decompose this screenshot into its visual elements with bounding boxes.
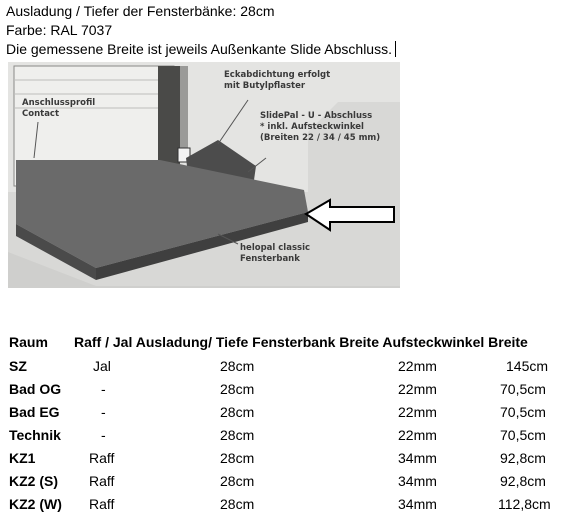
cell-clip: 34mm (398, 450, 437, 466)
cell-raff: Jal (93, 358, 111, 374)
label-helopal: helopal classic (240, 243, 311, 253)
intro-line-color: Farbe: RAL 7037 (6, 22, 113, 38)
label-anschluss: Anschlussprofil (22, 98, 96, 108)
intro-line-depth: Ausladung / Tiefer der Fensterbänke: 28cm (6, 3, 275, 19)
cell-raff: - (101, 381, 106, 397)
cell-clip: 22mm (398, 381, 437, 397)
intro-text (6, 2, 396, 59)
cell-width: 92,8cm (500, 450, 546, 466)
cell-depth: 28cm (220, 473, 255, 489)
table-row (0, 427, 566, 449)
cell-depth: 28cm (220, 404, 255, 420)
label-eckabdichtung: Eckabdichtung erfolgt (224, 70, 331, 80)
table-row (0, 358, 566, 380)
cell-width: 145cm (506, 358, 549, 374)
cell-width: 70,5cm (500, 427, 546, 443)
intro-line-width-note: Die gemessene Breite ist jeweils Außenkante Slide Abschluss. (6, 40, 396, 59)
cell-width: 70,5cm (500, 381, 546, 397)
cell-clip: 22mm (398, 358, 437, 374)
table-row (0, 473, 566, 495)
table-row (0, 450, 566, 472)
windowsill-diagram (8, 62, 400, 288)
cell-raff: - (101, 427, 106, 443)
header-room: Raum (9, 334, 48, 350)
label-contact: Contact (22, 109, 60, 119)
header-raff-rest: Raff / Jal Ausladung/ Tiefe Fensterbank Breite Aufsteckwinkel Breite (74, 334, 528, 350)
cell-raff: Raff (89, 450, 115, 466)
cell-raff: Raff (89, 473, 115, 489)
cell-width: 92,8cm (500, 473, 546, 489)
cell-clip: 34mm (398, 473, 437, 489)
table-row (0, 381, 566, 403)
cell-raff: Raff (89, 496, 115, 512)
cell-depth: 28cm (220, 358, 255, 374)
cell-room: KZ1 (9, 450, 36, 466)
cell-room: Bad EG (9, 404, 60, 420)
label-fensterbank: Fensterbank (240, 254, 300, 264)
cell-clip: 22mm (398, 427, 437, 443)
cell-depth: 28cm (220, 496, 255, 512)
cell-room: KZ2 (S) (9, 473, 58, 489)
cell-width: 70,5cm (500, 404, 546, 420)
cell-clip: 22mm (398, 404, 437, 420)
cell-room: KZ2 (W) (9, 496, 62, 512)
cell-depth: 28cm (220, 450, 255, 466)
cell-raff: - (101, 404, 106, 420)
cell-depth: 28cm (220, 381, 255, 397)
cell-room: Technik (9, 427, 61, 443)
label-slidepal: SlidePal - U - Abschluss (260, 111, 373, 121)
label-aufsteckwinkel: * inkl. Aufsteckwinkel (260, 122, 364, 132)
label-butyl: mit Butylpflaster (224, 81, 306, 91)
text-cursor (395, 41, 396, 57)
cell-clip: 34mm (398, 496, 437, 512)
table-header-row (0, 334, 566, 356)
cell-room: SZ (9, 358, 27, 374)
table-row (0, 404, 566, 426)
cell-room: Bad OG (9, 381, 62, 397)
label-breiten: (Breiten 22 / 34 / 45 mm) (260, 133, 381, 143)
cell-depth: 28cm (220, 427, 255, 443)
cell-width: 112,8cm (498, 496, 551, 512)
